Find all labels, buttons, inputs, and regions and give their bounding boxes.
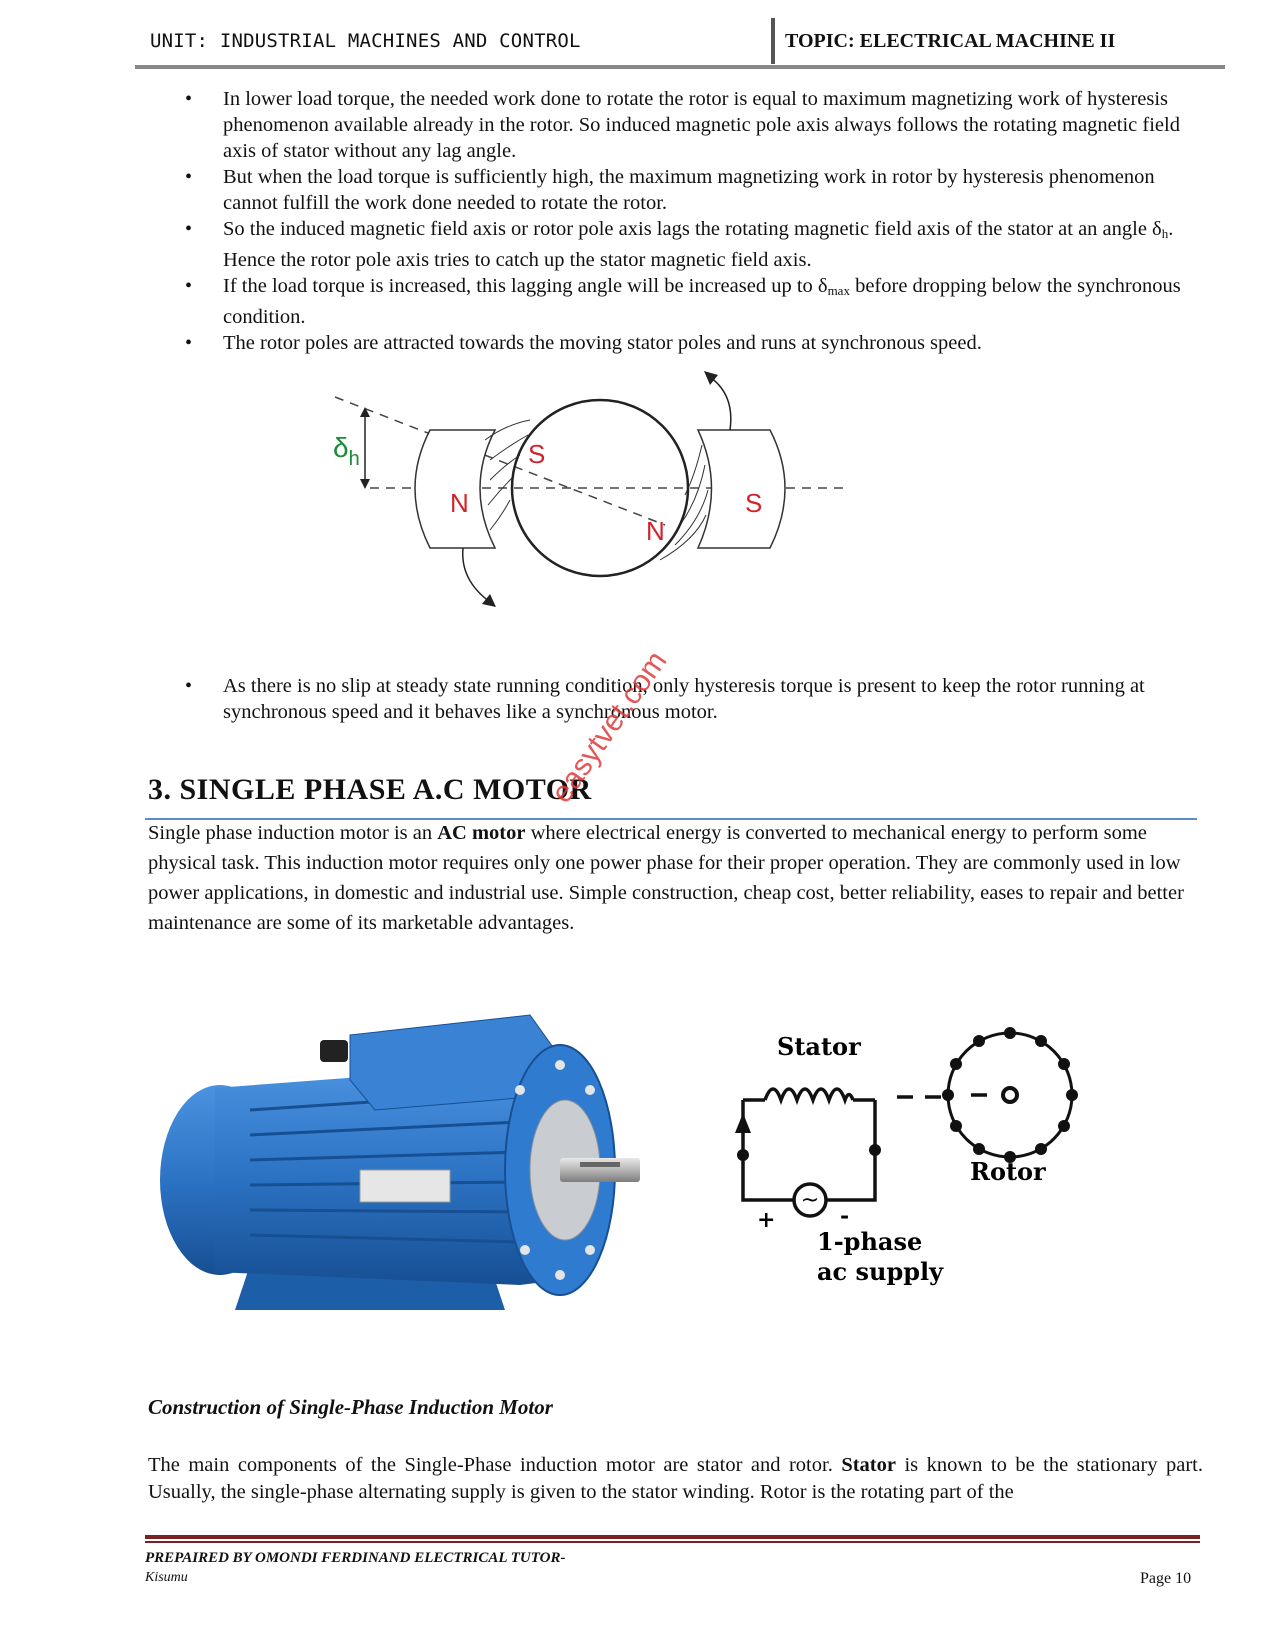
- stator-right-pole-label: S: [745, 488, 763, 518]
- steady-state-bullet-list: [185, 673, 1205, 725]
- footer-rule: [145, 1535, 1200, 1539]
- header-rule: [135, 65, 1225, 69]
- plus-terminal: +: [757, 1207, 776, 1233]
- construction-subheading: Construction of Single-Phase Induction Motor: [148, 1395, 553, 1419]
- angle-label: $\delta_h$: [333, 432, 360, 470]
- section-heading: 3. SINGLE PHASE A.C MOTOR: [148, 773, 592, 806]
- hysteresis-bullet-list: [185, 86, 1205, 356]
- header-unit: UNIT: INDUSTRIAL MACHINES AND CONTROL: [150, 30, 581, 52]
- stator-label: Stator: [777, 1032, 861, 1061]
- header-divider: [771, 18, 775, 64]
- bullet-item: • So the induced magnetic field axis or rotor pole axis lags the rotating magnetic field axis of the stator at an angle $\delta_h$. Hence the rotor pole axis tries to catch up the stator magnetic field axis.: [185, 216, 1205, 273]
- construction-paragraph: The main components of the Single-Phase induction motor are stator and rotor. Stator is known to be the stationary part. Usually, the single-phase alternating supply is given to the stator winding. Rotor is the rotating part of the: [148, 1454, 1203, 1503]
- minus-terminal: -: [840, 1203, 850, 1229]
- rotor-bottom-pole-label: N: [646, 516, 665, 546]
- stator-left-pole-label: N: [450, 488, 469, 518]
- bullet-item: • In lower load torque, the needed work done to rotate the rotor is equal to maximum magnetizing work of hysteresis phenomenon available already in the rotor. So induced magnetic pole axis always follows the rotating magnetic field axis of stator without any lag angle.: [185, 86, 1205, 164]
- page-number: Page 10: [1140, 1570, 1192, 1587]
- single-phase-circuit-diagram: [735, 1032, 1135, 1335]
- hysteresis-lag-diagram: [330, 365, 900, 635]
- bullet-item: • As there is no slip at steady state running condition, only hysteresis torque is present to keep the rotor running at synchronous speed and it behaves like a synchronous motor.: [185, 673, 1205, 725]
- bullet-item: • If the load torque is increased, this lagging angle will be increased up to $\delta_{max}$ before dropping below the synchronous condition.: [185, 273, 1205, 330]
- footer-author: PREPAIRED BY OMONDI FERDINAND ELECTRICAL TUTOR- Kisumu: [145, 1550, 566, 1585]
- induction-motor-photo: [160, 1010, 670, 1335]
- header-topic: TOPIC: ELECTRICAL MACHINE II: [785, 30, 1116, 52]
- ac-source-symbol: ~: [800, 1188, 820, 1213]
- supply-label-line2: ac supply: [817, 1257, 944, 1286]
- footer-rule-thin: [145, 1541, 1200, 1543]
- rotor-top-pole-label: S: [528, 439, 546, 469]
- watermark: easytvet.com: [545, 645, 674, 809]
- page-header: [135, 18, 1225, 68]
- bullet-item: • But when the load torque is sufficiently high, the maximum magnetizing work in rotor by hysteresis phenomenon cannot fulfill the work done needed to rotate the rotor.: [185, 164, 1205, 216]
- section-paragraph: Single phase induction motor is an AC motor where electrical energy is converted to mechanical energy to perform some physical task. This induction motor requires only one power phase for their proper operation. They are commonly used in low power applications, in domestic and industrial use. Simple construction, cheap cost, better reliability, eases to repair and better maintenance are some of its marketable advantages.: [148, 822, 1184, 934]
- bullet-item: • The rotor poles are attracted towards the moving stator poles and runs at synchronous speed.: [185, 330, 1205, 356]
- rotor-label: Rotor: [970, 1157, 1046, 1186]
- supply-label-line1: 1-phase: [817, 1227, 923, 1256]
